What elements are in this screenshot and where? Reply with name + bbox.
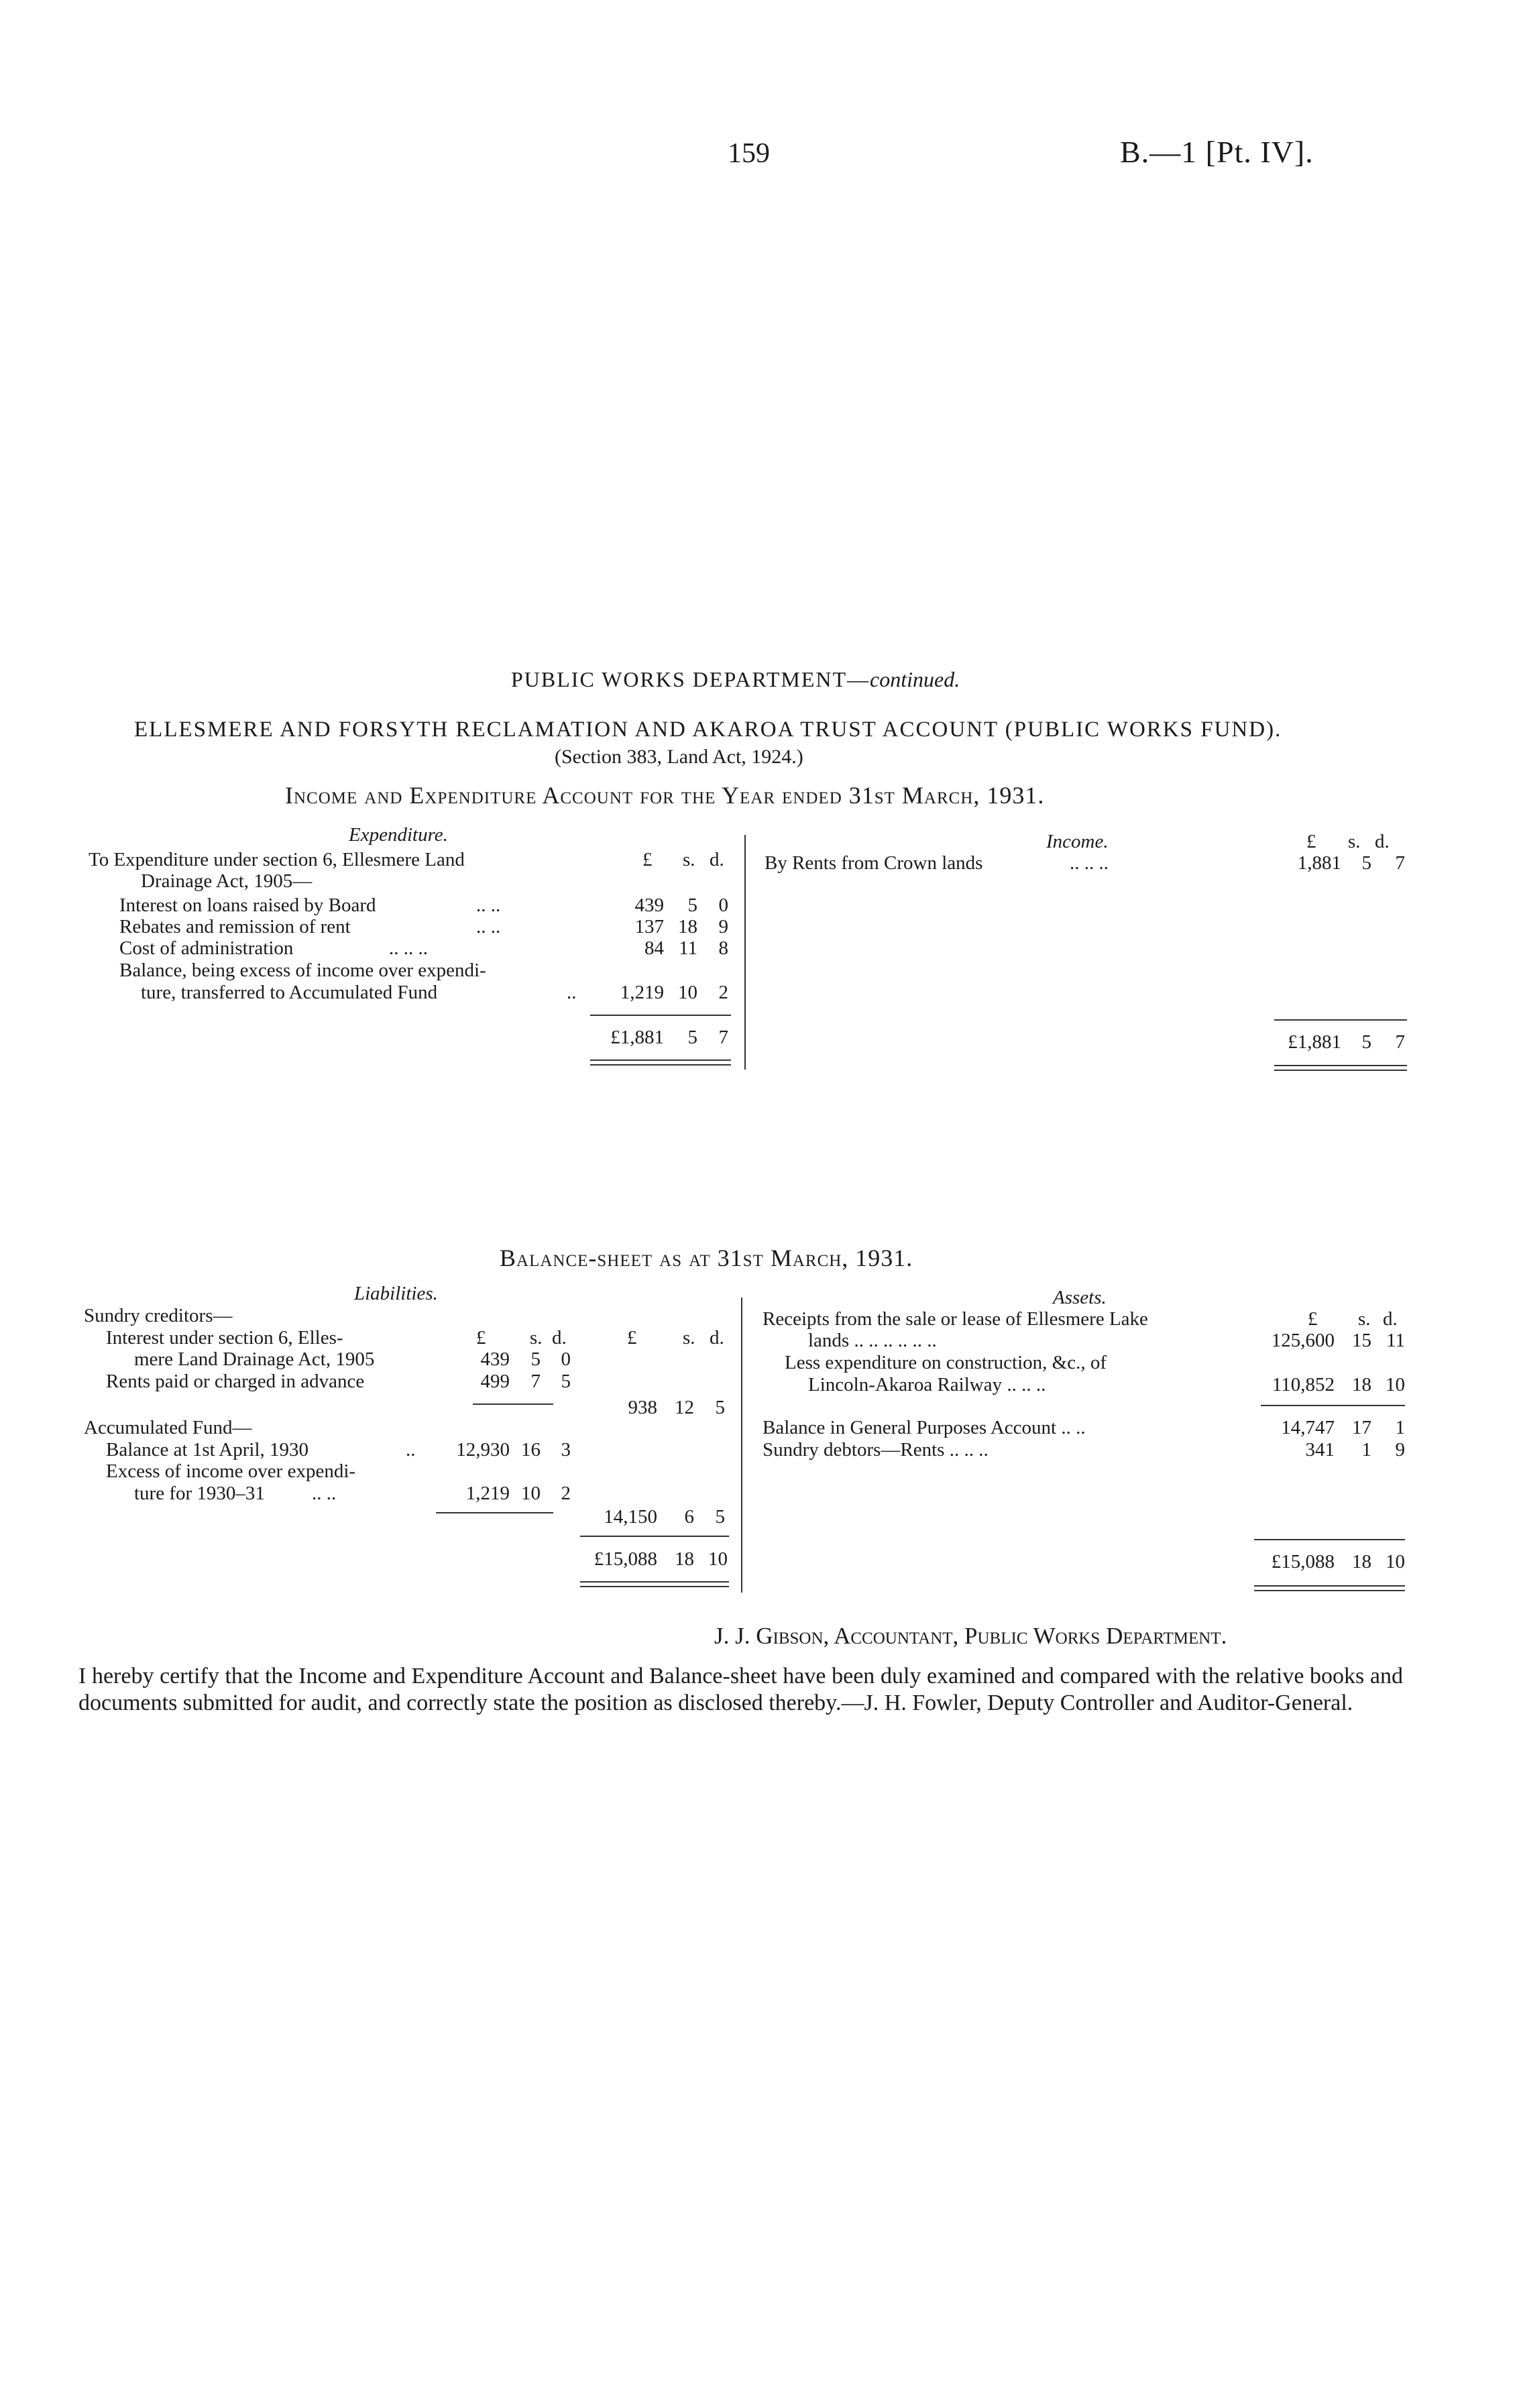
assets-col-pound: £ [1308, 1308, 1318, 1330]
bs-divider [741, 1298, 742, 1593]
exp-row-label: Cost of administration [119, 937, 294, 959]
assets-col-shillings: s. [1358, 1308, 1371, 1330]
income-total-rule [1274, 1019, 1407, 1021]
income-total-shillings: 5 [1361, 1031, 1371, 1053]
income-row-pounds: 1,881 [1297, 852, 1341, 874]
excess-line2: ture for 1930–31 [134, 1483, 265, 1504]
fund-total-pence: 5 [715, 1506, 725, 1528]
liab-col-d-outer: d. [710, 1327, 724, 1349]
balance-april-dots: .. [406, 1439, 416, 1460]
assets-total-pounds: £15,088 [1271, 1551, 1335, 1572]
exp-row-pence: 0 [718, 895, 728, 916]
liabilities-heading: Liabilities. [354, 1283, 438, 1304]
ie-divider [744, 835, 746, 1070]
exp-row-pounds: 137 [634, 916, 664, 937]
balance-april-shillings: 16 [521, 1439, 541, 1460]
income-row-shillings: 5 [1361, 852, 1371, 874]
exp-row-shillings: 18 [678, 916, 697, 937]
exp-balance-shillings: 10 [678, 982, 697, 1003]
income-row-pence: 7 [1395, 852, 1405, 874]
exp-intro-line2: Drainage Act, 1905— [141, 870, 313, 892]
assets-total-rule [1254, 1539, 1405, 1540]
excess-dots: .. .. [312, 1483, 337, 1504]
inc-col-pence: d. [1375, 831, 1390, 852]
exp-row-shillings: 5 [687, 895, 697, 916]
receipts-pounds: 125,600 [1271, 1330, 1335, 1351]
exp-total-pounds: £1,881 [610, 1027, 664, 1048]
exp-row-label: Interest on loans raised by Board [119, 895, 376, 916]
accumulated-fund-label: Accumulated Fund— [84, 1417, 252, 1438]
exp-total-rule [590, 1015, 731, 1016]
income-total-double-rule [1274, 1065, 1407, 1071]
exp-intro-line1: To Expenditure under section 6, Ellesmere Land [89, 849, 465, 870]
exp-total-double-rule [590, 1059, 731, 1066]
col-pence: d. [710, 849, 724, 870]
creditors-total-pence: 5 [715, 1397, 725, 1418]
exp-total-shillings: 5 [687, 1027, 697, 1048]
exp-row-pounds: 439 [634, 895, 664, 916]
exp-balance-pence: 2 [718, 982, 728, 1003]
exp-row-pence: 8 [718, 937, 728, 959]
liab-col-d-inner: d. [552, 1327, 567, 1349]
col-shillings: s. [683, 849, 695, 870]
col-pound: £ [642, 849, 653, 870]
gp-pence: 1 [1395, 1417, 1405, 1438]
interest-pounds: 439 [480, 1349, 510, 1370]
assets-total-double-rule [1254, 1585, 1405, 1591]
exp-row-dots: .. .. [476, 916, 501, 937]
excess-pence: 2 [561, 1483, 571, 1504]
interest-pence: 0 [561, 1349, 571, 1370]
exp-row-pence: 9 [718, 916, 728, 937]
liab-total-pounds: £15,088 [594, 1548, 657, 1570]
sd-pence: 9 [1395, 1439, 1405, 1460]
expenditure-heading: Expenditure. [349, 824, 448, 846]
receipts-line2: lands .. .. .. .. .. .. [808, 1330, 937, 1351]
assets-total-shillings: 18 [1352, 1551, 1371, 1572]
balance-april-pence: 3 [561, 1439, 571, 1460]
sundry-creditors-label: Sundry creditors— [84, 1305, 233, 1326]
less-pence: 10 [1386, 1374, 1405, 1395]
exp-row-dots: .. .. [476, 895, 501, 916]
income-row-dots: .. .. .. [1070, 852, 1109, 874]
liab-total-double-rule [580, 1581, 729, 1587]
rents-advance-pence: 5 [561, 1371, 571, 1392]
income-row-label: By Rents from Crown lands [765, 852, 983, 874]
excess-line1: Excess of income over expendi- [106, 1460, 356, 1482]
rents-advance-pounds: 499 [480, 1371, 510, 1392]
liab-col-pound-inner: £ [476, 1327, 486, 1349]
gp-account-label: Balance in General Purposes Account .. .. [763, 1417, 1086, 1438]
excess-pounds: 1,219 [465, 1483, 510, 1504]
page-code: B.—1 [Pt. IV]. [1120, 135, 1314, 169]
less-line1: Less expenditure on construction, &c., of [785, 1352, 1107, 1373]
inc-col-pound: £ [1306, 831, 1316, 852]
sd-shillings: 1 [1361, 1439, 1371, 1460]
liab-col-s-inner: s. [530, 1327, 543, 1349]
section-reference: (Section 383, Land Act, 1924.) [555, 746, 803, 768]
receipts-shillings: 15 [1352, 1330, 1371, 1351]
excess-shillings: 10 [521, 1483, 541, 1504]
exp-balance-line2: ture, transferred to Accumulated Fund [141, 982, 438, 1003]
exp-total-pence: 7 [718, 1027, 728, 1048]
exp-row-shillings: 11 [679, 937, 697, 959]
department-heading: PUBLIC WORKS DEPARTMENT—continued. [511, 667, 960, 691]
less-shillings: 18 [1352, 1374, 1371, 1395]
gp-shillings: 17 [1352, 1417, 1371, 1438]
exp-balance-pounds: 1,219 [620, 982, 664, 1003]
interest-line2: mere Land Drainage Act, 1905 [134, 1349, 375, 1370]
rents-advance-shillings: 7 [530, 1371, 541, 1392]
receipts-pence: 11 [1386, 1330, 1405, 1351]
fund-rule [436, 1512, 553, 1513]
exp-row-dots: .. .. .. [389, 937, 428, 959]
less-pounds: 110,852 [1272, 1374, 1335, 1395]
income-total-pence: 7 [1395, 1031, 1405, 1053]
exp-row-label: Rebates and remission of rent [119, 916, 351, 937]
income-total-pounds: £1,881 [1288, 1031, 1341, 1053]
assets-subtotal-rule [1261, 1405, 1405, 1406]
creditors-total-shillings: 12 [675, 1397, 694, 1418]
sd-pounds: 341 [1305, 1439, 1335, 1460]
liab-total-shillings: 18 [675, 1548, 694, 1570]
assets-col-pence: d. [1383, 1308, 1398, 1330]
balance-april-label: Balance at 1st April, 1930 [106, 1439, 309, 1460]
sundry-debtors-label: Sundry debtors—Rents .. .. .. [763, 1439, 989, 1460]
less-line2: Lincoln-Akaroa Railway .. .. .. [808, 1374, 1046, 1395]
inc-col-shillings: s. [1348, 831, 1361, 852]
exp-row-pounds: 84 [644, 937, 664, 959]
creditors-total-pounds: 938 [628, 1397, 657, 1418]
audit-certificate: I hereby certify that the Income and Expenditure Account and Balance-sheet have been duly examined and compared with the relative books and documents submitted for audit, and correctly state the position as disclosed thereby.—J. H. Fowler, Deputy Controller and Auditor-General. [78, 1664, 1403, 1715]
rents-advance-label: Rents paid or charged in advance [106, 1371, 365, 1392]
creditors-rule [473, 1403, 553, 1405]
liab-col-s-outer: s. [683, 1327, 695, 1349]
page-number: 159 [728, 138, 770, 169]
accountant-signature: J. J. Gibson, Accountant, Public Works Department. [714, 1623, 1227, 1649]
interest-line1: Interest under section 6, Elles- [106, 1327, 343, 1349]
balance-sheet-title: Balance-sheet as at 31st March, 1931. [500, 1245, 913, 1271]
liab-total-rule [580, 1536, 729, 1537]
liab-total-pence: 10 [708, 1548, 728, 1570]
ie-account-title: Income and Expenditure Account for the Year ended 31st March, 1931. [285, 782, 1045, 809]
exp-balance-dots: .. [567, 982, 577, 1003]
assets-total-pence: 10 [1386, 1551, 1405, 1572]
income-heading: Income. [1046, 831, 1109, 852]
interest-shillings: 5 [530, 1349, 541, 1370]
fund-total-pounds: 14,150 [604, 1506, 657, 1528]
fund-total-shillings: 6 [684, 1506, 694, 1528]
gp-pounds: 14,747 [1281, 1417, 1335, 1438]
liab-col-pound-outer: £ [627, 1327, 637, 1349]
account-title: ELLESMERE AND FORSYTH RECLAMATION AND AKAROA TRUST ACCOUNT (PUBLIC WORKS FUND). [134, 718, 1282, 742]
receipts-line1: Receipts from the sale or lease of Ellesmere Lake [763, 1308, 1148, 1330]
balance-april-pounds: 12,930 [456, 1439, 510, 1460]
assets-heading: Assets. [1053, 1287, 1107, 1308]
exp-balance-line1: Balance, being excess of income over expendi- [119, 960, 486, 981]
